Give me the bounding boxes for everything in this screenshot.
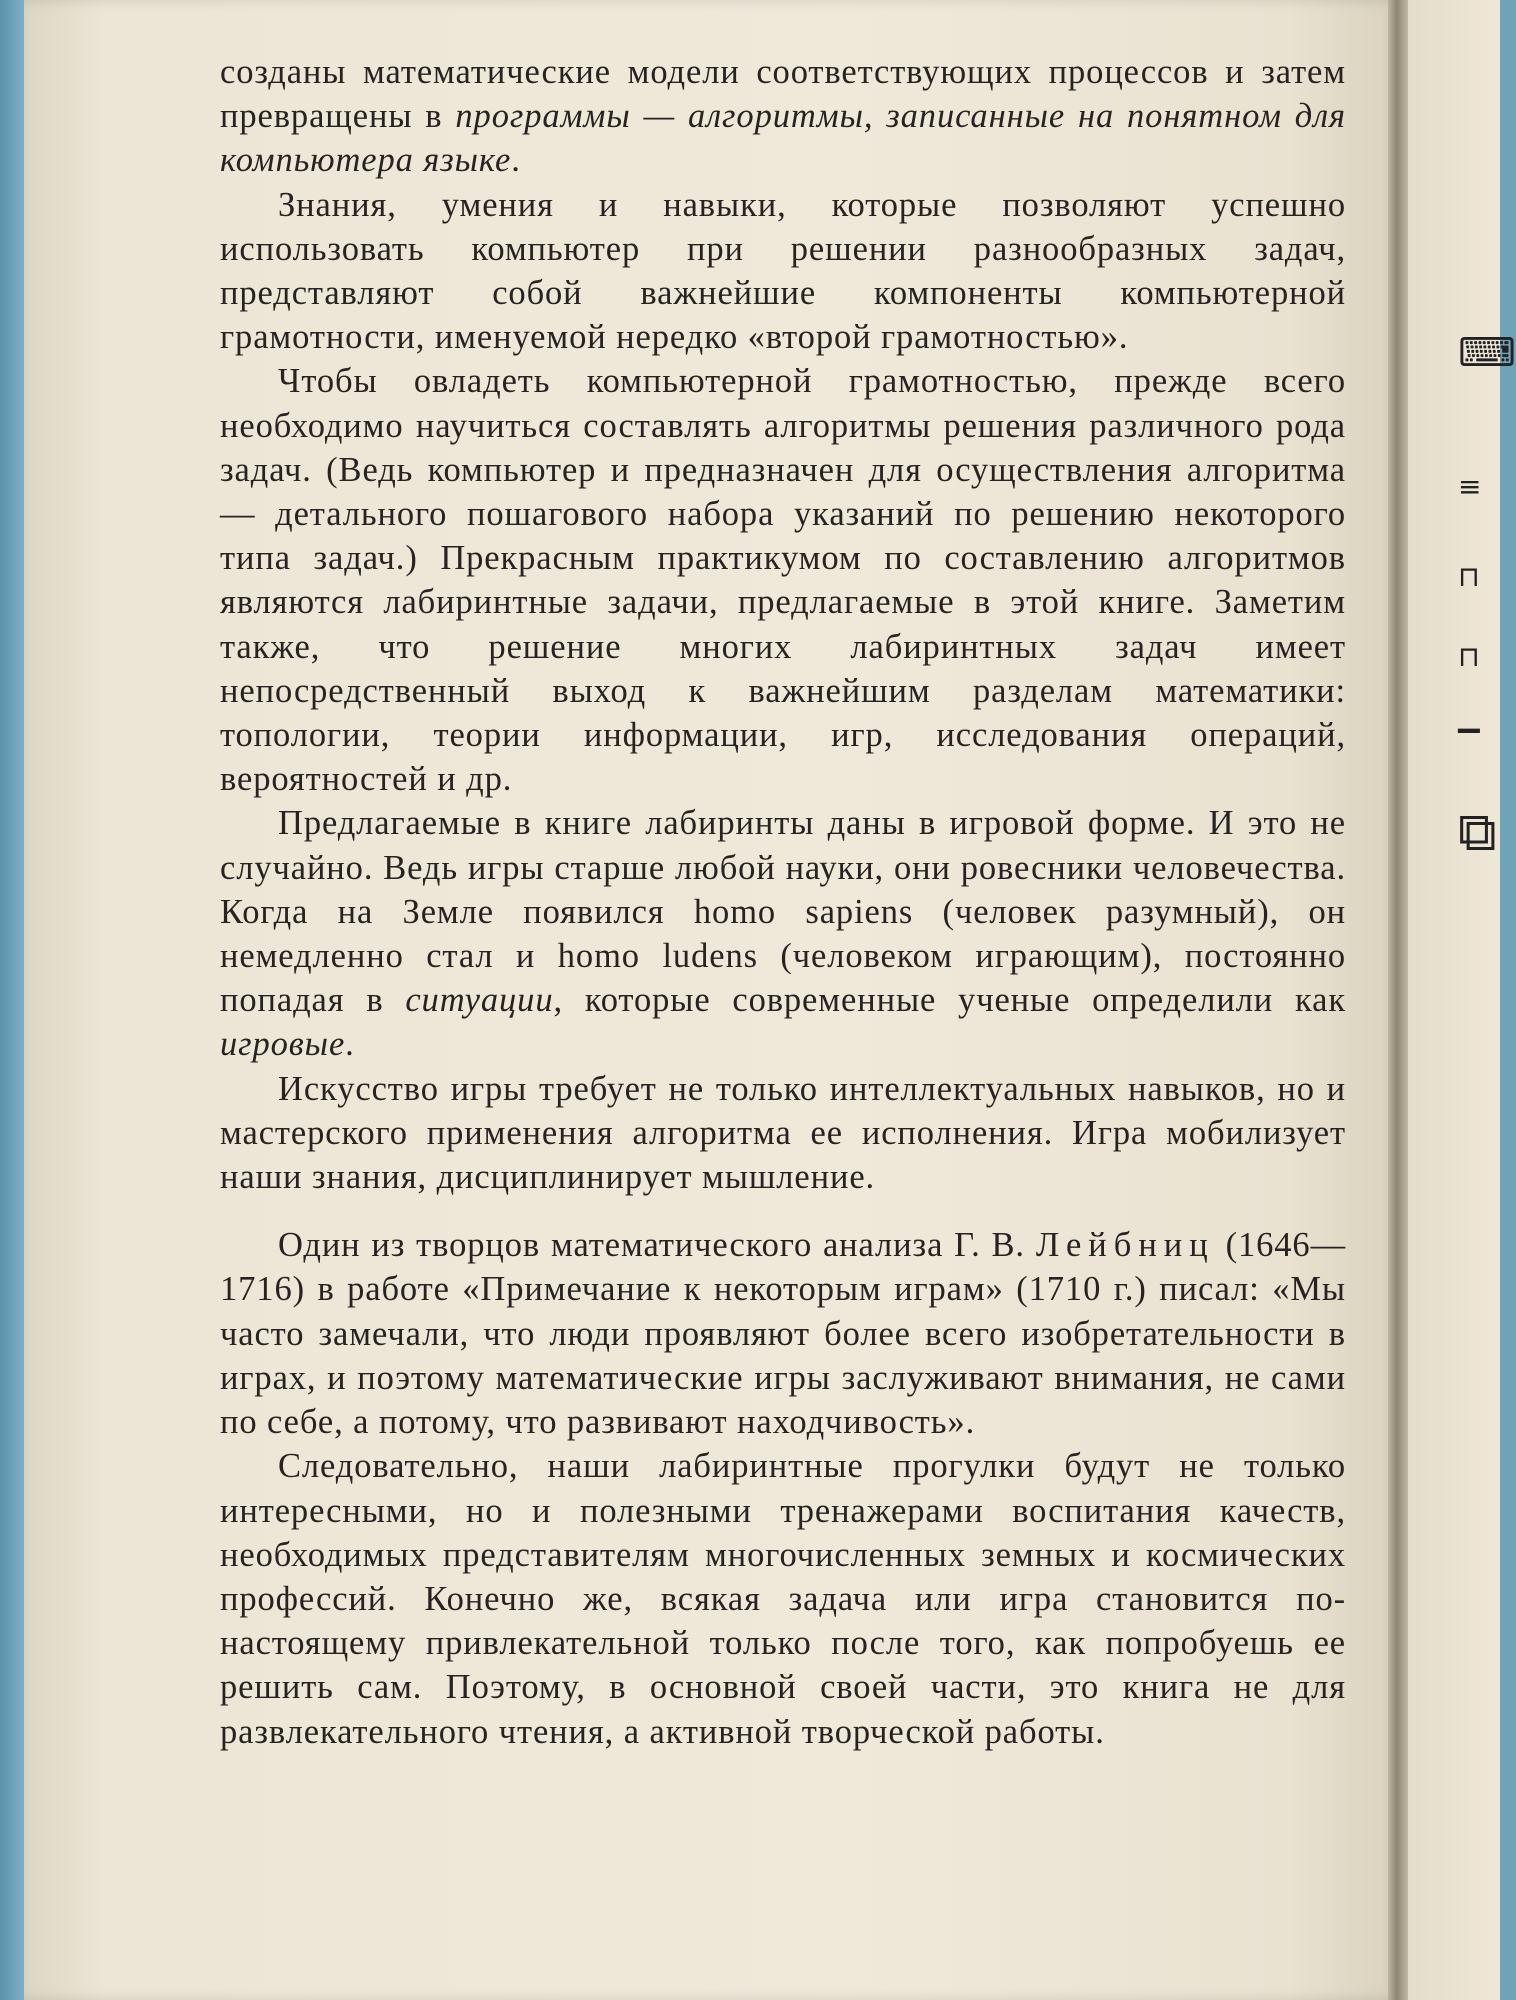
italic-text: программы — алгоритмы, записанные на понятном для компьютера языке: [220, 97, 1346, 180]
book-page: [24, 0, 1400, 2000]
text-run: Один из творцов математического анализа Г. В.: [278, 1226, 1036, 1265]
spaced-name-text: Лейбниц: [1035, 1226, 1215, 1265]
text-run: .: [511, 141, 521, 180]
ornament-icon: ⊓: [1458, 560, 1480, 593]
text-run: Следовательно, наши лабиринтные прогулки будут не только интересными, но и полезными тренажерами воспитания качеств, необходимых представителям многочисленных земных и космических профессий. Конечно же, всякая задача или игра становится по-настоящему привлекательной только после того, как попробуешь ее решить сам. Поэтому, в основной своей части, это книга не для развлекательного чтения, а активной творческой работы.: [220, 1447, 1346, 1751]
paragraph: [220, 50, 1346, 183]
paragraph: [220, 1067, 1346, 1200]
ornament-icon: ⌨: [1458, 330, 1516, 376]
ornament-icon: ⊓: [1458, 640, 1480, 673]
ornament-icon: ▁: [1458, 700, 1480, 733]
text-run: (1646—1716) в работе «Примечание к некоторым играм» (1710 г.) писал: «Мы часто замечали, что люди проявляют более всего изобретательности в играх, и поэтому математические игры заслуживают внимания, не сами по себе, а потому, что развивают находчивость».: [220, 1226, 1346, 1442]
paragraph: [220, 1444, 1346, 1753]
italic-text: ситуации: [405, 981, 554, 1020]
text-run: Предлагаемые в книге лабиринты даны в игровой форме. И это не случайно. Ведь игры старше любой науки, они ровесники человечества. Когда на Земле появился homo sapiens (человек разумный), он немедленно стал и homo ludens (человеком играющим), постоянно попадая в: [220, 804, 1346, 1020]
ornament-icon: ≡: [1458, 470, 1482, 503]
book-gutter: [1388, 0, 1410, 2000]
adjacent-page-edge: [1408, 0, 1516, 2000]
paragraph: [220, 801, 1346, 1066]
text-run: , которые современные ученые определили как: [553, 981, 1346, 1020]
text-run: .: [345, 1025, 355, 1064]
text-run: Искусство игры требует не только интеллектуальных навыков, но и мастерского применения алгоритма ее исполнения. Игра мобилизует наши знания, дисциплинирует мышление.: [220, 1069, 1346, 1197]
paragraph: [220, 1223, 1346, 1444]
italic-text: игровые: [220, 1025, 346, 1064]
paragraph: [220, 183, 1346, 360]
text-run: Знания, умения и навыки, которые позволяют успешно использовать компьютер при решении разнообразных задач, представляют собой важнейшие компоненты компьютерной грамотности, именуемой нередко «второй грамотностью».: [220, 185, 1346, 357]
text-run: Чтобы овладеть компьютерной грамотностью, прежде всего необходимо научиться составлять алгоритмы решения различного рода задач. (Ведь компьютер и предназначен для осуществления алгоритма — детального пошагового набора указаний по решению некоторого типа задач.) Прекрасным практикумом по составлению алгоритмов являются лабиринтные задачи, предлагаемые в этой книге. Заметим также, что решение многих лабиринтных задач имеет непосредственный выход к важнейшим разделам математики: топологии, теории информации, игр, исследования операций, вероятностей и др.: [220, 362, 1346, 799]
meander-ornament-icon: ⧉: [1458, 800, 1497, 863]
paragraph: [220, 359, 1346, 801]
page-text: [220, 50, 1346, 1754]
book-cover-edge: [0, 0, 26, 2000]
text-run: созданы математические модели соответствующих процессов и затем превращены в: [220, 53, 1346, 136]
